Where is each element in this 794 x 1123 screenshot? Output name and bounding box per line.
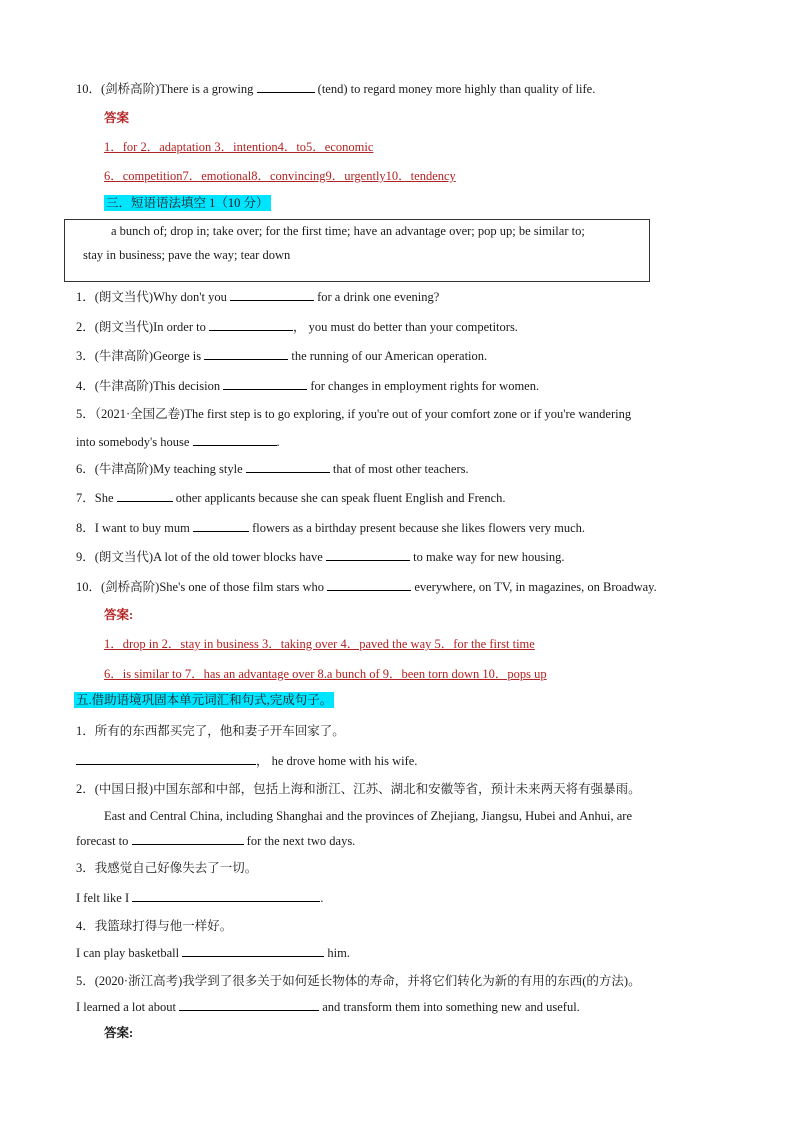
answer-blank[interactable] xyxy=(230,288,314,301)
answer-row: 6．is similar to 7．has an advantage over 8.a bunch of 9．been torn down 10．pops up xyxy=(104,667,547,681)
answer-blank[interactable] xyxy=(327,578,411,591)
question-item: 2．(朗文当代)In order to ， you must do better than your competitors. xyxy=(76,320,518,334)
answer-blank[interactable] xyxy=(117,489,173,502)
question-item: 4．我篮球打得与他一样好。 xyxy=(76,919,233,933)
question-item: 7．She other applicants because she can speak fluent English and French. xyxy=(76,491,506,505)
question-item: 1．(朗文当代)Why don't you for a drink one evening? xyxy=(76,290,440,304)
answer-blank[interactable] xyxy=(76,752,256,765)
question-item-english: I learned a lot about and transform them into something new and useful. xyxy=(76,1000,580,1014)
answer-blank[interactable] xyxy=(179,998,319,1011)
section-5-heading: 五.借助语境巩固本单元词汇和句式,完成句子。 xyxy=(76,693,333,707)
answer-blank[interactable] xyxy=(257,80,315,93)
question-item: 5．（2021·全国乙卷)The first step is to go exploring, if you're out of your comfort zone or if you're wandering xyxy=(76,407,632,421)
section-3-heading: 三．短语语法填空 1（10 分） xyxy=(106,196,269,210)
question-item: 8．I want to buy mum flowers as a birthday present because she likes flowers very much. xyxy=(76,521,586,535)
answer-blank[interactable] xyxy=(182,944,324,957)
answer-row: 1．drop in 2．stay in business 3．taking over 4．paved the way 5．for the first time xyxy=(104,637,535,651)
answer-blank[interactable] xyxy=(132,889,320,902)
question-item-continuation: into somebody's house . xyxy=(76,435,280,449)
question-item-english: I felt like I . xyxy=(76,891,324,905)
answer-blank[interactable] xyxy=(326,548,410,561)
answer-blank[interactable] xyxy=(209,318,293,331)
answer-label: 答案: xyxy=(104,1026,134,1040)
question-item: 10．(剑桥高阶)She's one of those film stars who everywhere, on TV, in magazines, on Broadway. xyxy=(76,580,657,594)
answer-row: 6．competition7．emotional8．convincing9．urgently10．tendency xyxy=(104,169,456,183)
answer-row: 1．for 2．adaptation 3．intention4．to5．economic xyxy=(104,140,374,154)
question-item-english: East and Central China, including Shanghai and the provinces of Zhejiang, Jiangsu, Hubei and Anhui, are xyxy=(104,809,633,823)
question-item-english: I can play basketball him. xyxy=(76,946,350,960)
answer-blank[interactable] xyxy=(204,347,288,360)
word-bank-line: stay in business; pave the way; tear down xyxy=(83,248,291,262)
word-bank-box xyxy=(64,219,650,282)
answer-blank[interactable] xyxy=(223,377,307,390)
question-item: 3．(牛津高阶)George is the running of our American operation. xyxy=(76,349,488,363)
word-bank-line: a bunch of; drop in; take over; for the first time; have an advantage over; pop up; be similar to; xyxy=(111,224,585,238)
answer-label: 答案: xyxy=(104,608,134,622)
question-item: 4．(牛津高阶)This decision for changes in employment rights for women. xyxy=(76,379,540,393)
answer-blank[interactable] xyxy=(193,433,277,446)
question-10-tendency: 10．(剑桥高阶)There is a growing (tend) to regard money more highly than quality of life. xyxy=(76,82,596,96)
question-item-english: ， he drove home with his wife. xyxy=(76,752,720,769)
question-item: 9．(朗文当代)A lot of the old tower blocks have to make way for new housing. xyxy=(76,550,565,564)
answer-blank[interactable] xyxy=(193,519,249,532)
question-item-english: forecast to for the next two days. xyxy=(76,834,356,848)
question-item: 6．(牛津高阶)My teaching style that of most other teachers. xyxy=(76,462,469,476)
question-item: 2．(中国日报)中国东部和中部，包括上海和浙江、江苏、湖北和安徽等省，预计未来两天将有强暴雨。 xyxy=(76,782,641,796)
answer-blank[interactable] xyxy=(132,832,244,845)
question-item: 3．我感觉自己好像失去了一切。 xyxy=(76,861,258,875)
answer-label: 答案 xyxy=(104,111,130,125)
question-item: 1．所有的东西都买完了，他和妻子开车回家了。 xyxy=(76,724,345,738)
answer-blank[interactable] xyxy=(246,460,330,473)
question-item: 5．(2020·浙江高考)我学到了很多关于如何延长物体的寿命，并将它们转化为新的有用的东西(的方法)。 xyxy=(76,974,641,988)
